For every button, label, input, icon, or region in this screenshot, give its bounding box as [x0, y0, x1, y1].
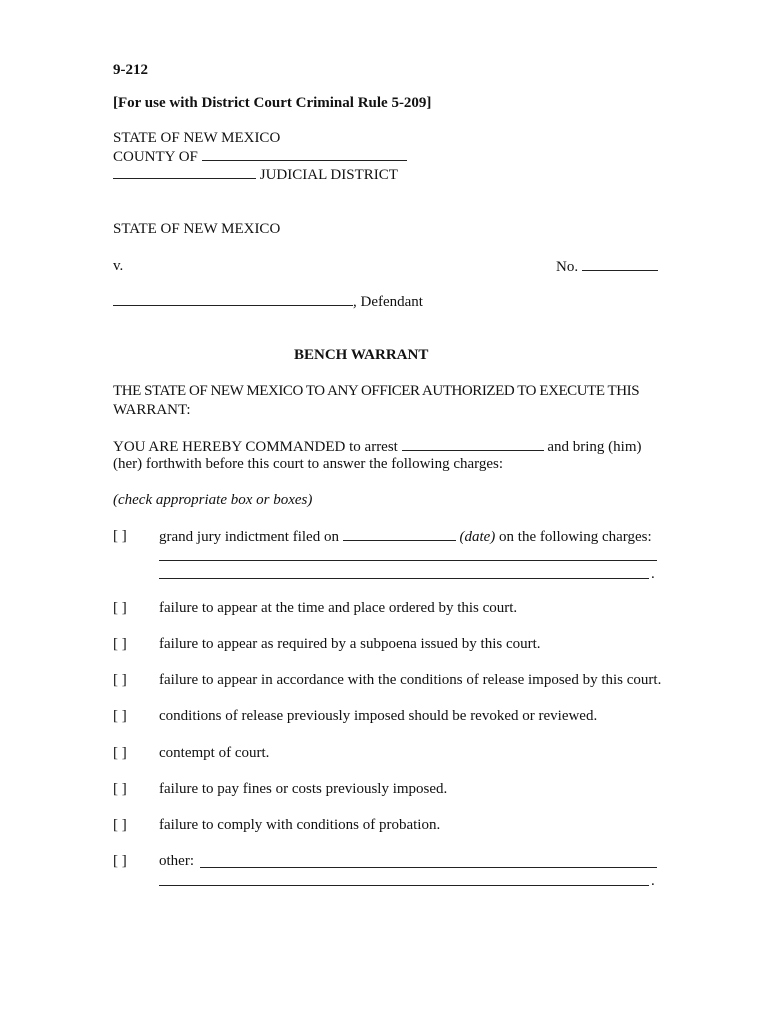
command-text-2: and bring (him): [547, 439, 642, 455]
other-blank-line-1[interactable]: [200, 867, 657, 868]
command-text-1: YOU ARE HEREBY COMMANDED to arrest: [113, 439, 398, 455]
checkbox-charge-6[interactable]: [ ]: [113, 781, 127, 797]
charges-blank-line-1[interactable]: [159, 560, 657, 561]
charges-period: .: [651, 566, 655, 582]
caption-plaintiff: STATE OF NEW MEXICO: [113, 221, 281, 237]
indictment-date-field[interactable]: [343, 527, 456, 541]
command-line-1: [113, 437, 642, 456]
charge-option-4: conditions of release previously imposed should be revoked or reviewed.: [159, 708, 598, 724]
defendant-line: [113, 292, 423, 311]
grand-jury-prefix: grand jury indictment filed on: [159, 529, 339, 545]
address-line-1: THE STATE OF NEW MEXICO TO ANY OFFICER AUTHORIZED TO EXECUTE THIS: [113, 383, 640, 399]
charge-option-7: failure to comply with conditions of probation.: [159, 817, 441, 833]
arrestee-field[interactable]: [402, 437, 544, 451]
charge-option-5: contempt of court.: [159, 745, 270, 761]
court-state: STATE OF NEW MEXICO: [113, 130, 281, 146]
checkbox-charge-2[interactable]: [ ]: [113, 636, 127, 652]
checkbox-charge-4[interactable]: [ ]: [113, 708, 127, 724]
command-line-2: (her) forthwith before this court to answer the following charges:: [113, 456, 504, 472]
grand-jury-line: [159, 527, 652, 546]
case-number-line: [556, 257, 658, 276]
charge-option-3: failure to appear in accordance with the conditions of release imposed by this court.: [159, 672, 662, 688]
other-blank-line-2[interactable]: [159, 885, 649, 886]
county-label: COUNTY OF: [113, 149, 198, 165]
checkbox-charge-5[interactable]: [ ]: [113, 745, 127, 761]
district-label: JUDICIAL DISTRICT: [259, 167, 398, 183]
checkbox-charge-1[interactable]: [ ]: [113, 600, 127, 616]
case-number-label: No.: [556, 259, 579, 275]
charges-blank-line-2[interactable]: [159, 578, 649, 579]
case-number-field[interactable]: [582, 257, 658, 271]
district-field[interactable]: [113, 165, 256, 179]
checkbox-charge-7[interactable]: [ ]: [113, 817, 127, 833]
checkbox-grand-jury[interactable]: [ ]: [113, 528, 127, 544]
grand-jury-suffix: on the following charges:: [499, 529, 652, 545]
caption-versus: v.: [113, 258, 124, 274]
date-label: (date): [459, 529, 496, 545]
other-period: .: [651, 873, 655, 889]
document-title: BENCH WARRANT: [294, 347, 429, 363]
county-line: [113, 147, 407, 166]
defendant-field[interactable]: [113, 292, 353, 306]
district-line: [113, 165, 398, 184]
county-field[interactable]: [202, 147, 407, 161]
charge-option-2: failure to appear as required by a subpoena issued by this court.: [159, 636, 541, 652]
checkbox-charge-3[interactable]: [ ]: [113, 672, 127, 688]
address-line-2: WARRANT:: [113, 402, 191, 418]
check-instruction: (check appropriate box or boxes): [113, 492, 313, 508]
form-number: 9-212: [113, 62, 148, 78]
charge-option-6: failure to pay fines or costs previously imposed.: [159, 781, 448, 797]
charge-option-1: failure to appear at the time and place ordered by this court.: [159, 600, 518, 616]
rule-note: [For use with District Court Criminal Rule 5-209]: [113, 95, 432, 111]
checkbox-other[interactable]: [ ]: [113, 853, 127, 869]
other-label: other:: [159, 853, 194, 869]
defendant-label: , Defendant: [353, 294, 423, 310]
